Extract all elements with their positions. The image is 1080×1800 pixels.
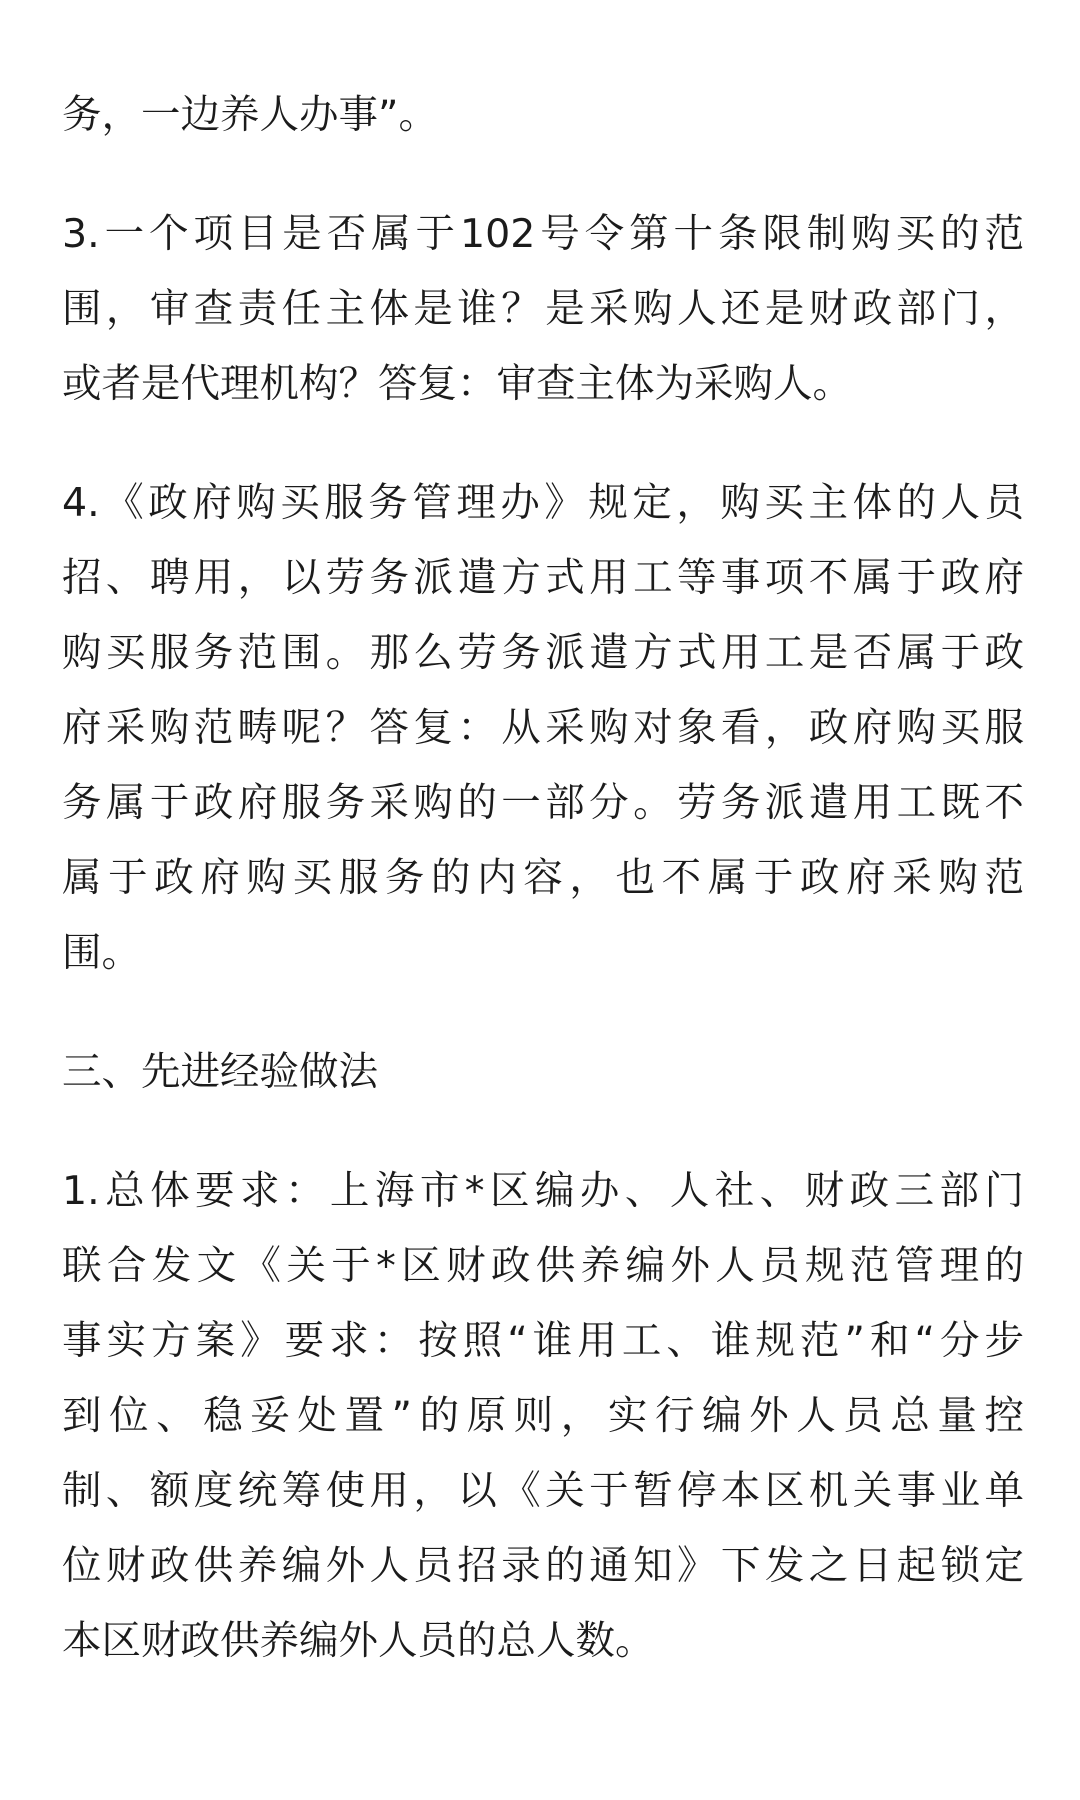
text-line: 联合发文《关于*区财政供养编外人员规范管理的: [62, 1243, 1024, 1289]
text-line: 1.总体要求：上海市*区编办、人社、财政三部门: [62, 1168, 1024, 1214]
article-body: [62, 78, 1024, 1723]
text-line: 事实方案》要求：按照“谁用工、谁规范”和“分步: [62, 1318, 1024, 1364]
text-line: 府采购范畴呢？答复：从采购对象看，政府购买服: [62, 705, 1024, 751]
text-line: 务，一边养人办事”。: [62, 92, 438, 138]
text-line: 三、先进经验做法: [62, 1049, 378, 1095]
text-line: 制、额度统筹使用，以《关于暂停本区机关事业单: [62, 1468, 1024, 1514]
text-line: 3.一个项目是否属于102号令第十条限制购买的范: [62, 211, 1024, 257]
paragraph-item-1: [62, 1154, 1024, 1679]
text-line: 或者是代理机构？答复：审查主体为采购人。: [62, 361, 852, 407]
text-line: 到位、稳妥处置”的原则，实行编外人员总量控: [62, 1393, 1024, 1439]
text-line: 购买服务范围。那么劳务派遣方式用工是否属于政: [62, 630, 1024, 676]
text-line: 务属于政府服务采购的一部分。劳务派遣用工既不: [62, 780, 1024, 826]
text-line: 招、聘用，以劳务派遣方式用工等事项不属于政府: [62, 555, 1024, 601]
text-line: 围。: [62, 930, 141, 976]
text-line: 位财政供养编外人员招录的通知》下发之日起锁定: [62, 1543, 1024, 1589]
paragraph-continuation: [62, 78, 1024, 153]
text-line: 4.《政府购买服务管理办》规定，购买主体的人员: [62, 480, 1024, 526]
text-line: 属于政府购买服务的内容，也不属于政府采购范: [62, 855, 1024, 901]
section-heading-3: [62, 1035, 1024, 1110]
paragraph-item-3: [62, 197, 1024, 422]
text-line: 本区财政供养编外人员的总人数。: [62, 1618, 655, 1664]
text-line: 围，审查责任主体是谁？是采购人还是财政部门，: [62, 286, 1024, 332]
paragraph-item-4: [62, 466, 1024, 991]
